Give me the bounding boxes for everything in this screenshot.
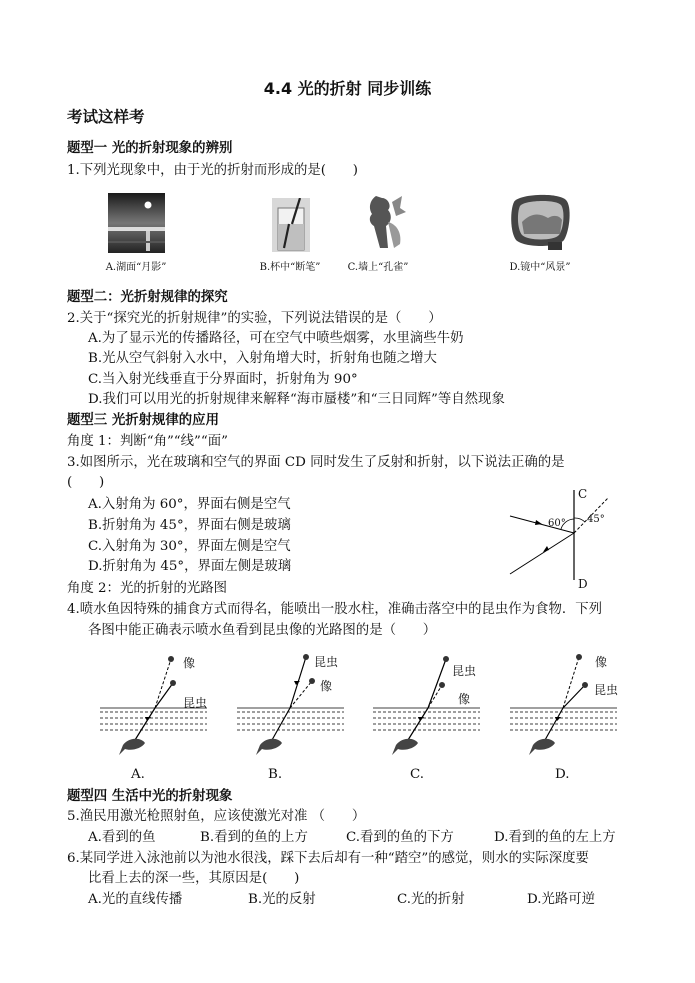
q3-option-d: D.折射角为 45°，界面左侧是玻璃 — [88, 559, 292, 574]
q5-option-c: C.看到的鱼的下方 — [346, 830, 454, 845]
image-insect-icon — [168, 656, 174, 662]
ray-air — [155, 683, 173, 708]
page-title: 4.4 光的折射 同步训练 — [263, 79, 432, 98]
point-d-label: D — [578, 577, 588, 591]
diagram-d-image-label: 像 — [595, 655, 608, 669]
question-3-paren: ( ) — [67, 475, 105, 490]
ray-image — [290, 681, 312, 708]
angle-1-label: 角度 1：判断“角”“线”“面” — [67, 434, 228, 449]
insect-icon — [303, 654, 309, 660]
diagram-b-image-label: 像 — [320, 679, 333, 693]
angle-60-label: 60° — [548, 518, 566, 529]
ray-arrow — [418, 717, 424, 721]
lake-moon-photo — [108, 193, 165, 253]
angle-45-label: 45° — [587, 514, 605, 525]
reflected-ray — [510, 533, 574, 574]
diagram-c-insect-label: 昆虫 — [452, 664, 477, 678]
q6-option-b: B.光的反射 — [248, 892, 316, 907]
question-1: 1.下列光现象中，由于光的折射而形成的是( ) — [67, 163, 359, 178]
q2-option-c: C.当入射光线垂直于分界面时，折射角为 90° — [88, 372, 358, 387]
diagram-a-image-label: 像 — [183, 656, 196, 670]
insect-icon — [582, 682, 588, 688]
car-mirror-photo — [508, 192, 572, 250]
diagram-a-insect-label: 昆虫 — [183, 696, 208, 710]
question-6-line2: 比看上去的深一些，其原因是( ) — [88, 871, 300, 886]
caption-c: C.墙上“孔雀” — [347, 262, 409, 273]
question-2: 2.关于“探究光的折射规律”的实验，下列说法错误的是（ ） — [67, 311, 442, 326]
type2-heading: 题型二：光折射规律的探究 — [67, 289, 228, 305]
ray-image — [155, 659, 171, 708]
caption-b: B.杯中“断笔” — [259, 262, 321, 273]
q2-option-b: B.光从空气斜射入水中，入射角增大时，折射角也随之增大 — [88, 351, 437, 366]
angle-45-arc — [574, 518, 585, 522]
diagram-c-image-label: 像 — [458, 692, 471, 706]
q2-option-d: D.我们可以用光的折射规律来解释“海市蜃楼”和“三日同辉”等自然现象 — [88, 392, 505, 407]
question-4-line2: 各图中能正确表示喷水鱼看到昆虫像的光路图的是（ ） — [88, 623, 437, 638]
q5-option-b: B.看到的鱼的上方 — [200, 830, 308, 845]
fish-icon — [392, 739, 418, 755]
angle-2-label: 角度 2：光的折射的光路图 — [67, 581, 228, 596]
question-5: 5.渔民用激光枪照射鱼，应该使激光对准 （ ） — [67, 809, 366, 824]
image-insect-icon — [576, 654, 582, 660]
fish-icon — [529, 739, 555, 755]
diagram-d-insect-label: 昆虫 — [594, 683, 619, 697]
diagram-b-label: B. — [268, 767, 283, 782]
q5-option-d: D.看到的鱼的左上方 — [494, 830, 616, 845]
q2-option-a: A.为了显示光的传播路径，可在空气中喷些烟雾，水里滴些牛奶 — [88, 331, 464, 346]
q3-option-a: A.入射角为 60°，界面右侧是空气 — [88, 497, 291, 512]
q6-option-a: A.光的直线传播 — [88, 892, 183, 907]
pencil-in-cup-photo — [272, 198, 310, 252]
fish-icon — [256, 739, 282, 755]
image-insect-icon — [439, 682, 445, 688]
hand-shadow-photo — [358, 192, 410, 252]
ray-arrow — [145, 717, 151, 721]
caption-a: A.湖面“月影” — [105, 262, 167, 273]
type4-heading: 题型四 生活中光的折射现象 — [67, 788, 233, 804]
diagram-c-label: C. — [410, 767, 425, 782]
diagram-a-label: A. — [131, 767, 145, 782]
type3-heading: 题型三 光折射规律的应用 — [67, 412, 219, 428]
insect-icon — [170, 680, 176, 686]
q3-option-c: C.入射角为 30°，界面左侧是空气 — [88, 539, 291, 554]
question-6-line1: 6.某同学进入泳池前以为池水很浅，踩下去后却有一种“踏空”的感觉，则水的实际深度要 — [67, 851, 589, 866]
q3-option-b: B.折射角为 45°，界面右侧是玻璃 — [88, 518, 291, 533]
q5-option-a: A.看到的鱼 — [88, 830, 156, 845]
question-4-line1: 4.喷水鱼因特殊的捕食方式而得名，能喷出一股水柱，准确击落空中的昆虫作为食物．下列 — [67, 602, 603, 617]
diagram-b-insect-label: 昆虫 — [314, 655, 339, 669]
section-title: 考试这样考 — [67, 107, 145, 126]
image-insect-icon — [309, 678, 315, 684]
point-c-label: C — [578, 487, 588, 501]
question-3: 3.如图所示，光在玻璃和空气的界面 CD 同时发生了反射和折射，以下说法正确的是 — [67, 455, 565, 470]
q6-option-c: C.光的折射 — [397, 892, 465, 907]
insect-icon — [443, 656, 449, 662]
type1-heading: 题型一 光的折射现象的辨别 — [67, 140, 233, 156]
caption-d: D.镜中“风景” — [509, 262, 571, 273]
refraction-diagram — [505, 488, 630, 588]
fish-icon — [119, 739, 145, 755]
diagram-d-label: D. — [555, 767, 570, 782]
q6-option-d: D.光路可逆 — [527, 892, 596, 907]
